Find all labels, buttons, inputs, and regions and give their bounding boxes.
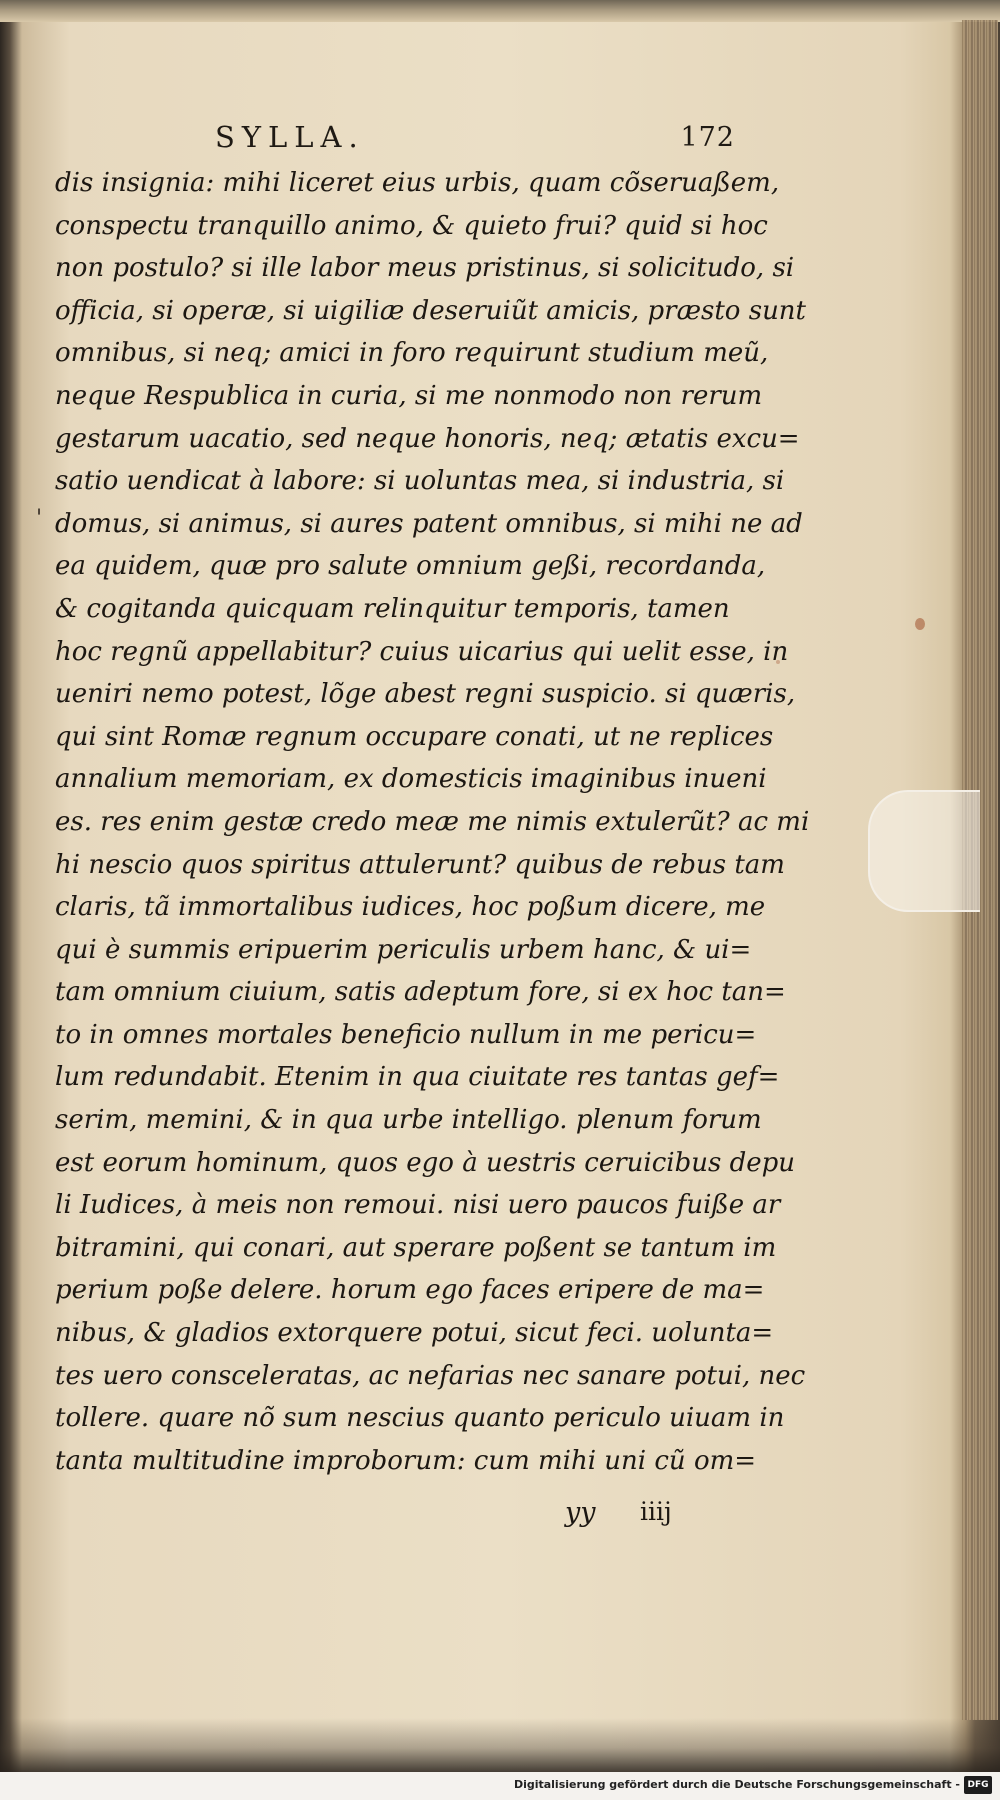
ink-stain	[915, 618, 925, 630]
text-line: hoc regnũ appellabitur? cuius uicarius qui uelit esse, in	[55, 636, 789, 667]
text-line: qui è summis eripuerim periculis urbem hanc, & ui=	[55, 934, 752, 965]
text-line: est eorum hominum, quos ego à uestris ceruicibus depu	[55, 1147, 795, 1178]
page-top-edge	[0, 0, 1000, 22]
catchword: iiij	[640, 1497, 672, 1526]
text-line: tes uero consceleratas, ac nefarias nec sanare potui, nec	[55, 1360, 806, 1391]
text-line: non postulo? si ille labor meus pristinus, si solicitudo, si	[55, 253, 795, 284]
text-line: tollere. quare nõ sum nescius quanto periculo uiuam in	[55, 1403, 785, 1434]
viewer-footer	[0, 1772, 1000, 1800]
text-line: nibus, & gladios extorquere potui, sicut feci. uolunta=	[55, 1318, 774, 1349]
signature-mark: yy	[565, 1497, 596, 1528]
text-line: conspectu tranquillo animo, & quieto frui? quid si hoc	[55, 210, 768, 241]
text-line: omnibus, si neq; amici in foro requirunt studium meũ,	[55, 338, 769, 369]
page-clip	[868, 790, 980, 912]
margin-mark: '	[36, 506, 43, 531]
text-line: satio uendicat à labore: si uoluntas mea, si industria, si	[55, 466, 785, 497]
page-bottom-shadow	[0, 1718, 1000, 1772]
text-line: officia, si operæ, si uigiliæ deseruiũt amicis, præsto sunt	[55, 295, 807, 326]
text-line: & cogitanda quicquam relinquitur temporis, tamen	[55, 593, 730, 624]
text-line: ea quidem, quæ pro salute omnium geßi, recordanda,	[55, 551, 766, 582]
text-line: hi nescio quos spiritus attulerunt? quibus de rebus tam	[55, 849, 785, 880]
text-line: tam omnium ciuium, satis adeptum fore, si ex hoc tan=	[55, 977, 786, 1008]
page-number: 172	[680, 122, 735, 153]
text-line: to in omnes mortales beneficio nullum in me pericu=	[55, 1019, 757, 1050]
page-foot	[0, 1497, 760, 1537]
running-head: SYLLA.	[215, 120, 365, 154]
text-line: serim, memini, & in qua urbe intelligo. plenum forum	[55, 1105, 762, 1136]
funding-credit: Digitalisierung gefördert durch die Deutsche Forschungsgemeinschaft -	[513, 1778, 960, 1791]
text-line: es. res enim gestæ credo meæ me nimis extulerũt? ac mi	[55, 806, 810, 837]
text-line: domus, si animus, si aures patent omnibus, si mihi ne ad	[55, 508, 803, 539]
body-text	[55, 162, 810, 1482]
text-line: tanta multitudine improborum: cum mihi uni cũ om=	[55, 1445, 757, 1476]
text-line: dis insignia: mihi liceret eius urbis, quam cõseruaßem,	[55, 168, 780, 198]
text-line: claris, tã immortalibus iudices, hoc poßum dicere, me	[55, 892, 766, 923]
dfg-logo-icon: DFG	[964, 1776, 992, 1794]
text-line: qui sint Romæ regnum occupare conati, ut ne replices	[55, 721, 774, 752]
text-line: bitramini, qui conari, aut sperare poßent se tantum im	[55, 1232, 777, 1263]
text-line: lum redundabit. Etenim in qua ciuitate res tantas gef=	[55, 1062, 780, 1093]
text-line: li Iudices, à meis non remoui. nisi uero paucos fuiße ar	[55, 1190, 781, 1221]
text-line: perium poße delere. horum ego faces eripere de ma=	[55, 1275, 765, 1306]
text-line: gestarum uacatio, sed neque honoris, neq; ætatis excu=	[55, 423, 800, 454]
text-line: annalium memoriam, ex domesticis imaginibus inueni	[55, 764, 767, 795]
page-header	[215, 120, 735, 160]
text-line: ueniri nemo potest, lõge abest regni suspicio. si quæris,	[55, 679, 796, 710]
text-line: neque Respublica in curia, si me nonmodo non rerum	[55, 380, 763, 411]
